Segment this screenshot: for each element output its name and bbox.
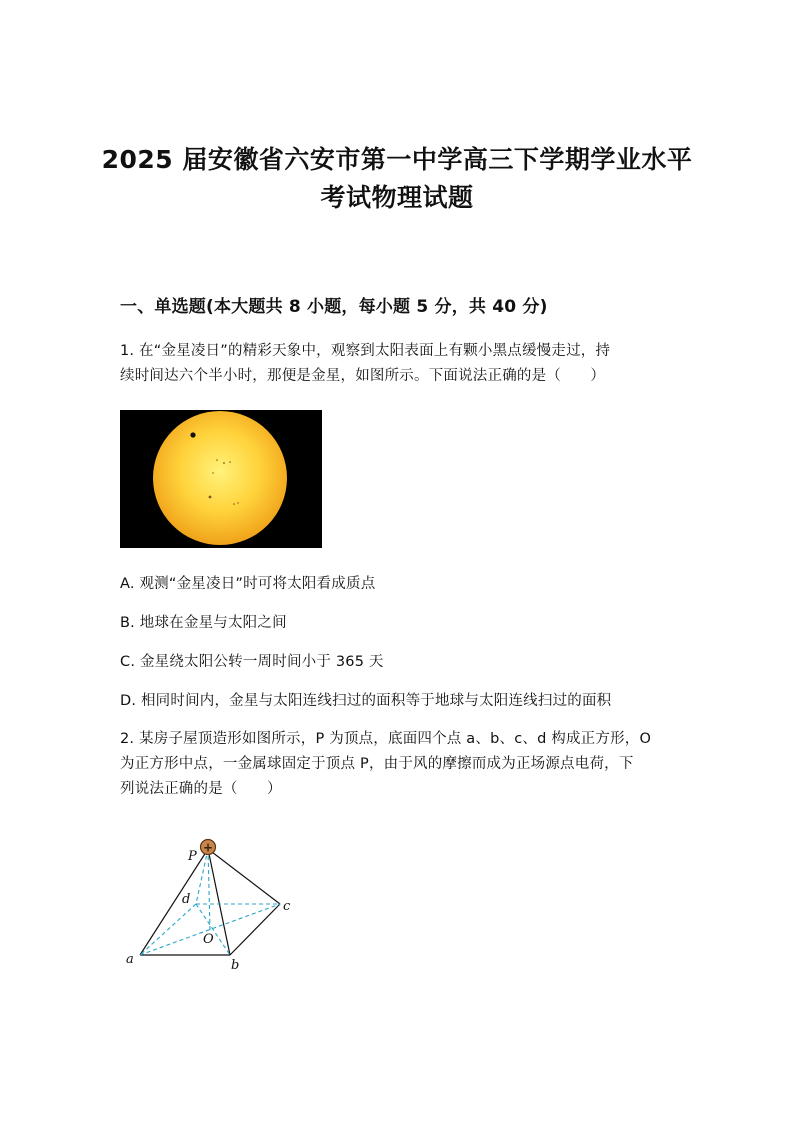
sun-disk bbox=[153, 411, 287, 545]
positive-charge-sign: + bbox=[202, 840, 214, 855]
pyramid-roof-diagram bbox=[120, 835, 300, 975]
question-2-stem-line-1: 2. 某房子屋顶造形如图所示，P 为顶点，底面四个点 a、b、c、d 构成正方形，O bbox=[120, 731, 652, 747]
question-1-stem bbox=[120, 339, 680, 389]
question-1-option-d: D. 相同时间内，金星与太阳连线扫过的面积等于地球与太阳连线扫过的面积 bbox=[120, 693, 612, 709]
question-1-stem-line-1: 1. 在“金星凌日”的精彩天象中，观察到太阳表面上有颗小黑点缓慢走过，持 bbox=[120, 343, 611, 359]
question-1-option-b: B. 地球在金星与太阳之间 bbox=[120, 615, 287, 631]
question-2-stem bbox=[120, 727, 680, 802]
venus-dot bbox=[190, 432, 195, 437]
label-c: c bbox=[283, 899, 291, 914]
section-heading: 一、单选题(本大题共 8 小题，每小题 5 分，共 40 分) bbox=[120, 297, 548, 317]
label-d: d bbox=[182, 892, 191, 907]
label-b: b bbox=[231, 958, 240, 973]
question-1-stem-line-2: 续时间达六个半小时，那便是金星，如图所示。下面说法正确的是（ ） bbox=[120, 368, 606, 384]
sun-transit-image bbox=[120, 410, 322, 548]
question-1-option-c: C. 金星绕太阳公转一周时间小于 365 天 bbox=[120, 654, 384, 670]
question-2-stem-line-3: 列说法正确的是（ ） bbox=[120, 781, 282, 797]
label-a: a bbox=[126, 952, 134, 967]
question-2-stem-line-2: 为正方形中点，一金属球固定于顶点 P，由于风的摩擦而成为正场源点电荷，下 bbox=[120, 756, 634, 772]
label-o: O bbox=[203, 932, 214, 947]
title-line-2: 考试物理试题 bbox=[320, 183, 474, 212]
label-p: P bbox=[188, 849, 197, 864]
page-title bbox=[90, 141, 704, 217]
title-line-1: 2025 届安徽省六安市第一中学高三下学期学业水平 bbox=[101, 145, 693, 174]
question-1-option-a: A. 观测“金星凌日”时可将太阳看成质点 bbox=[120, 576, 376, 592]
